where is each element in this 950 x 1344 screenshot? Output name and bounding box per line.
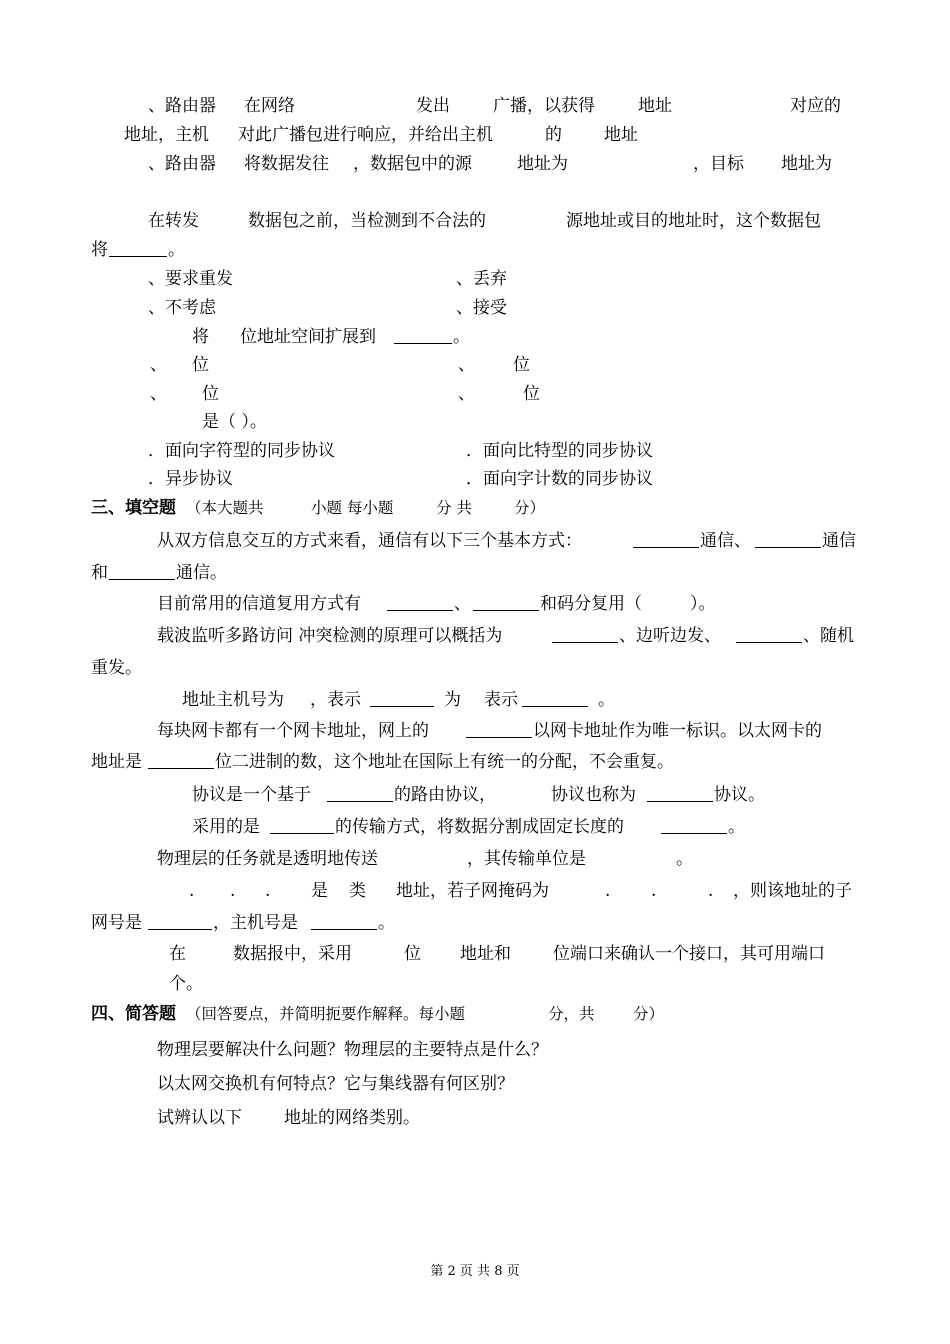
text: 协议。	[714, 785, 765, 805]
text: 、路由器	[148, 154, 216, 174]
text: 将	[91, 240, 108, 260]
option-b: ．面向比特型的同步协议	[466, 441, 653, 461]
section-note: 分，共	[548, 1005, 595, 1023]
text: 的路由协议，	[394, 785, 496, 805]
text: ，表示	[310, 690, 361, 710]
text: 地址是	[91, 752, 142, 772]
text: 表示	[484, 690, 518, 710]
text: 。	[168, 240, 185, 260]
section-note: （回答要点，并简明扼要作解释。每小题	[186, 1005, 466, 1023]
answer-blank[interactable]	[270, 815, 334, 834]
text: 。	[676, 849, 693, 869]
text: 以太网交换机有何特点？它与集线器有何区别？	[157, 1074, 514, 1094]
text: 地址和	[460, 944, 511, 964]
text: .	[189, 881, 195, 901]
text: 的传输方式，将数据分割成固定长度的	[335, 817, 624, 837]
text: 。	[598, 690, 615, 710]
section-note: 分 共	[436, 499, 472, 517]
text: 地址的网络类别。	[284, 1108, 420, 1128]
text: 是	[311, 881, 328, 901]
text: ，主机号是	[213, 913, 298, 933]
text: 数据报中，采用	[233, 944, 352, 964]
text: 通信。	[176, 563, 227, 583]
text: 位	[192, 355, 209, 375]
text: 、	[150, 384, 167, 404]
text: 位	[513, 355, 530, 375]
option-c: ．异步协议	[148, 469, 233, 489]
text: ，则该地址的子	[733, 881, 852, 901]
text: 广播，以获得	[493, 96, 595, 116]
text: .	[605, 881, 611, 901]
answer-blank[interactable]	[327, 783, 393, 802]
text: 地址主机号为	[182, 690, 284, 710]
text: 、	[150, 355, 167, 375]
page-footer	[0, 1260, 950, 1284]
text: 位地址空间扩展到	[240, 327, 376, 347]
text: 通信、	[700, 531, 751, 551]
text: 协议也称为	[551, 785, 636, 805]
section-title: 三、填空题	[91, 498, 176, 518]
answer-blank[interactable]	[736, 624, 802, 643]
text: 数据包之前，当检测到不合法的	[248, 211, 486, 231]
text: 地址，若子网掩码为	[396, 881, 549, 901]
text: 位	[404, 944, 421, 964]
text: 源地址或目的地址时，这个数据包	[566, 211, 821, 231]
text: ，其传输单位是	[467, 849, 586, 869]
option-c: 、不考虑	[148, 298, 216, 318]
answer-blank[interactable]	[755, 529, 821, 548]
text: 每块网卡都有一个网卡地址，网上的	[157, 721, 429, 741]
answer-blank[interactable]	[552, 624, 618, 643]
section-note: （本大题共	[186, 499, 264, 517]
answer-blank[interactable]	[109, 561, 175, 580]
answer-blank[interactable]	[148, 911, 212, 930]
page-number: 第 2 页 共 8 页	[430, 1264, 520, 1279]
section-title: 四、简答题	[91, 1004, 176, 1024]
option-b: 、丢弃	[456, 269, 507, 289]
text: 、	[458, 384, 475, 404]
text: 、	[454, 594, 471, 614]
answer-blank[interactable]	[148, 750, 214, 769]
text: 、随机	[803, 626, 854, 646]
text: ，数据包中的源	[353, 154, 472, 174]
text: 地址，主机	[124, 125, 209, 145]
answer-blank[interactable]	[109, 238, 167, 257]
text: 发出	[416, 96, 450, 116]
text: 从双方信息交互的方式来看，通信有以下三个基本方式：	[157, 531, 582, 551]
text: 载波监听多路访问 冲突检测的原理可以概括为	[157, 626, 503, 646]
text: 在转发	[148, 211, 199, 231]
section-note: 分）	[514, 499, 546, 517]
text: 个。	[169, 974, 203, 994]
text: 在	[169, 944, 186, 964]
text: 和码分复用（	[540, 594, 642, 614]
text: 以网卡地址作为唯一标识。以太网卡的	[533, 721, 822, 741]
text: .	[230, 881, 236, 901]
text: 地址	[604, 125, 638, 145]
text: .	[708, 881, 714, 901]
text: ）。	[690, 594, 716, 614]
text: 类	[349, 881, 366, 901]
text: 的	[545, 125, 562, 145]
text: 地址为	[781, 154, 832, 174]
answer-blank[interactable]	[466, 719, 532, 738]
text: 物理层要解决什么问题？物理层的主要特点是什么？	[157, 1040, 548, 1060]
text: 、路由器	[148, 96, 216, 116]
answer-blank[interactable]	[394, 325, 452, 344]
text: 位	[523, 384, 540, 404]
text: 。	[453, 327, 470, 347]
answer-blank[interactable]	[311, 911, 377, 930]
text: 为	[444, 690, 461, 710]
answer-blank[interactable]	[522, 688, 588, 707]
text: 对此广播包进行响应，并给出主机	[238, 125, 493, 145]
text: 地址	[638, 96, 672, 116]
answer-blank[interactable]	[661, 815, 727, 834]
text: 协议是一个基于	[192, 785, 311, 805]
text: 位二进制的数，这个地址在国际上有统一的分配，不会重复。	[215, 752, 674, 772]
answer-blank[interactable]	[647, 783, 713, 802]
text: 目前常用的信道复用方式有	[157, 594, 361, 614]
text: 。	[728, 817, 745, 837]
text: 。	[378, 913, 395, 933]
text: 和	[91, 563, 108, 583]
text: ，目标	[693, 154, 744, 174]
answer-blank[interactable]	[387, 592, 453, 611]
text: .	[651, 881, 657, 901]
text: 物理层的任务就是透明地传送	[157, 849, 378, 869]
text: 将数据发往	[244, 154, 329, 174]
text: 位端口来确认一个接口，其可用端口	[553, 944, 825, 964]
text: .	[265, 881, 271, 901]
text: 采用的是	[192, 817, 260, 837]
answer-blank[interactable]	[473, 592, 539, 611]
text: 试辨认以下	[157, 1108, 242, 1128]
text: 网号是	[91, 913, 142, 933]
text: 通信	[822, 531, 856, 551]
text: 重发。	[91, 658, 142, 678]
text: 地址为	[517, 154, 568, 174]
text: 在网络	[244, 96, 295, 116]
section-note: 小题 每小题	[311, 499, 394, 517]
option-a: ．面向字符型的同步协议	[148, 441, 335, 461]
text: 是（ ）。	[202, 412, 267, 432]
text: 将	[192, 327, 209, 347]
section-note: 分）	[633, 1005, 665, 1023]
option-d: ．面向字计数的同步协议	[466, 469, 653, 489]
option-d: 、接受	[456, 298, 507, 318]
text: 对应的	[790, 96, 841, 116]
answer-blank[interactable]	[633, 529, 699, 548]
option-a: 、要求重发	[148, 269, 233, 289]
answer-blank[interactable]	[370, 688, 434, 707]
text: 位	[202, 384, 219, 404]
text: 、	[458, 355, 475, 375]
text: 、边听边发、	[619, 626, 721, 646]
